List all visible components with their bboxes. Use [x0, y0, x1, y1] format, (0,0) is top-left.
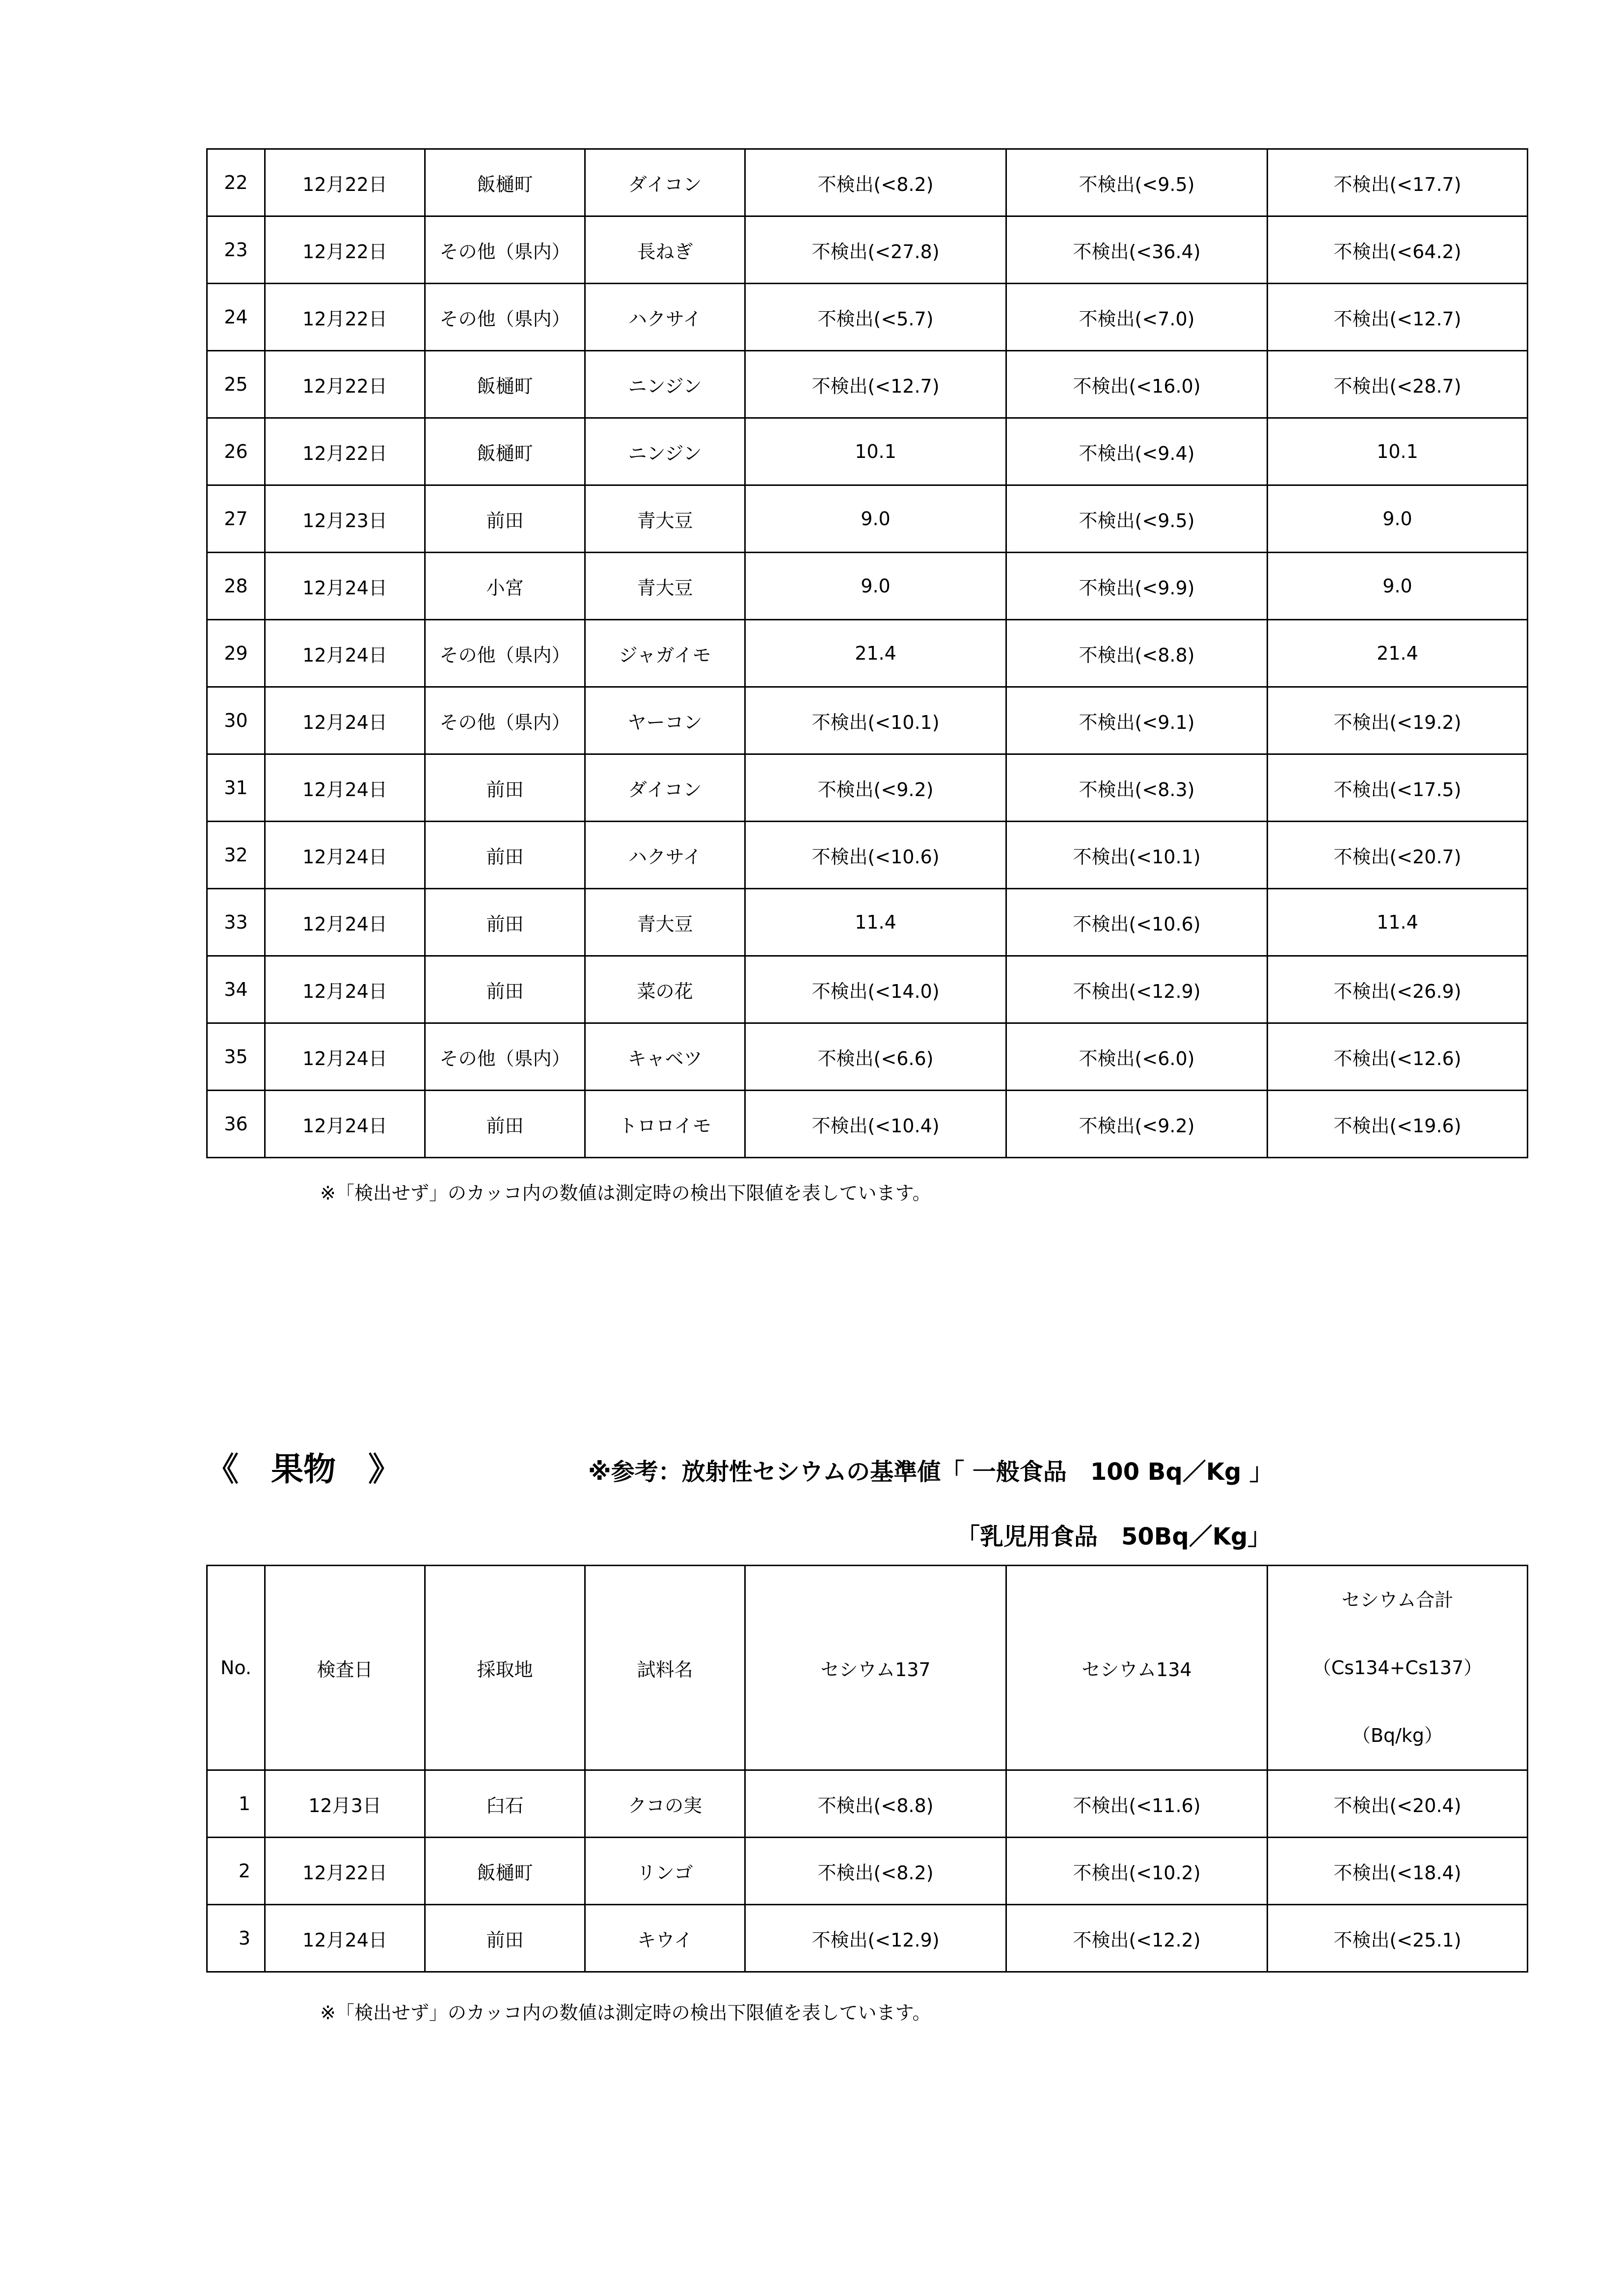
cell-place: 前田 — [425, 889, 585, 956]
cell-sample: キャベツ — [585, 1023, 745, 1091]
header-total — [1268, 1566, 1528, 1770]
cell-place: 前田 — [425, 1905, 585, 1972]
cell-sample: 青大豆 — [585, 889, 745, 956]
cell-cs134: 不検出(<8.3) — [1006, 754, 1268, 822]
vegetable-results-body — [207, 149, 1528, 1158]
header-cs137: セシウム137 — [745, 1566, 1006, 1770]
cell-place: その他（県内） — [425, 620, 585, 687]
cell-no: 36 — [207, 1091, 265, 1158]
table-row — [207, 1905, 1528, 1972]
reference-standard-infant: 「乳児用食品 50Bq／Kg」 — [956, 1523, 1271, 1550]
cell-cs134: 不検出(<10.1) — [1006, 822, 1268, 889]
cell-total: 不検出(<26.9) — [1268, 956, 1528, 1023]
cell-cs134: 不検出(<10.6) — [1006, 889, 1268, 956]
header-total-line1: セシウム合計 — [1341, 1589, 1454, 1611]
cell-cs134: 不検出(<9.5) — [1006, 485, 1268, 553]
cell-sample: キウイ — [585, 1905, 745, 1972]
table-row — [207, 1838, 1528, 1905]
vegetable-results-table — [206, 148, 1528, 1158]
cell-cs134: 不検出(<6.0) — [1006, 1023, 1268, 1091]
cell-date: 12月22日 — [265, 351, 425, 418]
cell-cs134: 不検出(<9.5) — [1006, 149, 1268, 216]
vegetable-footnote: ※「検出せず」のカッコ内の数値は測定時の検出下限値を表しています。 — [320, 1182, 931, 1204]
cell-no: 3 — [207, 1905, 265, 1972]
cell-place: 前田 — [425, 754, 585, 822]
cell-place: 飯樋町 — [425, 1838, 585, 1905]
cell-sample: ニンジン — [585, 351, 745, 418]
cell-no: 2 — [207, 1838, 265, 1905]
cell-sample: トロロイモ — [585, 1091, 745, 1158]
cell-sample: ハクサイ — [585, 284, 745, 351]
cell-total: 21.4 — [1268, 620, 1528, 687]
cell-cs134: 不検出(<7.0) — [1006, 284, 1268, 351]
cell-no: 24 — [207, 284, 265, 351]
cell-total: 10.1 — [1268, 418, 1528, 485]
cell-cs134: 不検出(<12.2) — [1006, 1905, 1268, 1972]
header-cs134: セシウム134 — [1006, 1566, 1268, 1770]
cell-place: その他（県内） — [425, 687, 585, 754]
cell-cs137: 9.0 — [745, 485, 1006, 553]
table-row — [207, 620, 1528, 687]
cell-date: 12月22日 — [265, 149, 425, 216]
cell-cs134: 不検出(<36.4) — [1006, 216, 1268, 284]
table-row — [207, 889, 1528, 956]
cell-total: 不検出(<12.6) — [1268, 1023, 1528, 1091]
cell-total: 不検出(<20.4) — [1268, 1770, 1528, 1838]
cell-total: 不検出(<28.7) — [1268, 351, 1528, 418]
table-header-row — [207, 1566, 1528, 1770]
cell-place: その他（県内） — [425, 284, 585, 351]
cell-sample: 菜の花 — [585, 956, 745, 1023]
table-row — [207, 553, 1528, 620]
cell-cs134: 不検出(<9.2) — [1006, 1091, 1268, 1158]
cell-total: 不検出(<17.7) — [1268, 149, 1528, 216]
cell-sample: ヤーコン — [585, 687, 745, 754]
header-place: 採取地 — [425, 1566, 585, 1770]
fruit-footnote: ※「検出せず」のカッコ内の数値は測定時の検出下限値を表しています。 — [320, 2002, 931, 2024]
cell-sample: ジャガイモ — [585, 620, 745, 687]
cell-date: 12月24日 — [265, 687, 425, 754]
cell-date: 12月22日 — [265, 284, 425, 351]
cell-date: 12月24日 — [265, 822, 425, 889]
reference-standard-general: ※参考：放射性セシウムの基準値「 一般食品 100 Bq／Kg 」 — [588, 1458, 1273, 1486]
cell-no: 32 — [207, 822, 265, 889]
cell-cs137: 10.1 — [745, 418, 1006, 485]
cell-total: 不検出(<18.4) — [1268, 1838, 1528, 1905]
table-row — [207, 149, 1528, 216]
cell-total: 9.0 — [1268, 553, 1528, 620]
cell-place: 飯樋町 — [425, 418, 585, 485]
cell-date: 12月24日 — [265, 620, 425, 687]
cell-no: 33 — [207, 889, 265, 956]
cell-date: 12月24日 — [265, 754, 425, 822]
cell-cs137: 9.0 — [745, 553, 1006, 620]
cell-no: 1 — [207, 1770, 265, 1838]
header-total-line3: （Bq/kg） — [1352, 1725, 1443, 1746]
cell-place: 飯樋町 — [425, 149, 585, 216]
cell-place: 前田 — [425, 956, 585, 1023]
cell-no: 25 — [207, 351, 265, 418]
cell-cs134: 不検出(<9.1) — [1006, 687, 1268, 754]
table-row — [207, 1023, 1528, 1091]
cell-total: 不検出(<20.7) — [1268, 822, 1528, 889]
header-date: 検査日 — [265, 1566, 425, 1770]
cell-cs137: 不検出(<27.8) — [745, 216, 1006, 284]
cell-cs137: 不検出(<8.2) — [745, 149, 1006, 216]
cell-no: 28 — [207, 553, 265, 620]
header-sample: 試料名 — [585, 1566, 745, 1770]
cell-place: 飯樋町 — [425, 351, 585, 418]
cell-date: 12月23日 — [265, 485, 425, 553]
cell-cs134: 不検出(<10.2) — [1006, 1838, 1268, 1905]
cell-total: 不検出(<17.5) — [1268, 754, 1528, 822]
table-row — [207, 1091, 1528, 1158]
cell-cs137: 21.4 — [745, 620, 1006, 687]
cell-cs134: 不検出(<16.0) — [1006, 351, 1268, 418]
cell-cs137: 不検出(<10.1) — [745, 687, 1006, 754]
cell-total: 不検出(<12.7) — [1268, 284, 1528, 351]
cell-date: 12月24日 — [265, 1905, 425, 1972]
table-row — [207, 822, 1528, 889]
table-row — [207, 956, 1528, 1023]
cell-total: 不検出(<25.1) — [1268, 1905, 1528, 1972]
cell-total: 11.4 — [1268, 889, 1528, 956]
cell-no: 26 — [207, 418, 265, 485]
cell-sample: 長ねぎ — [585, 216, 745, 284]
cell-date: 12月22日 — [265, 418, 425, 485]
cell-cs137: 不検出(<9.2) — [745, 754, 1006, 822]
cell-cs134: 不検出(<8.8) — [1006, 620, 1268, 687]
cell-date: 12月22日 — [265, 216, 425, 284]
cell-date: 12月24日 — [265, 889, 425, 956]
cell-place: その他（県内） — [425, 1023, 585, 1091]
cell-total: 不検出(<19.6) — [1268, 1091, 1528, 1158]
cell-cs137: 不検出(<8.2) — [745, 1838, 1006, 1905]
cell-sample: 青大豆 — [585, 553, 745, 620]
cell-no: 31 — [207, 754, 265, 822]
cell-place: 前田 — [425, 485, 585, 553]
fruit-results-table — [206, 1565, 1528, 1973]
cell-no: 22 — [207, 149, 265, 216]
cell-place: 前田 — [425, 1091, 585, 1158]
cell-place: 小宮 — [425, 553, 585, 620]
table-row — [207, 216, 1528, 284]
cell-sample: ハクサイ — [585, 822, 745, 889]
table-row — [207, 754, 1528, 822]
cell-sample: クコの実 — [585, 1770, 745, 1838]
table-row — [207, 1770, 1528, 1838]
cell-cs134: 不検出(<9.4) — [1006, 418, 1268, 485]
cell-cs137: 不検出(<14.0) — [745, 956, 1006, 1023]
cell-date: 12月24日 — [265, 1091, 425, 1158]
cell-cs137: 11.4 — [745, 889, 1006, 956]
cell-cs137: 不検出(<10.4) — [745, 1091, 1006, 1158]
cell-place: その他（県内） — [425, 216, 585, 284]
cell-place: 前田 — [425, 822, 585, 889]
cell-cs134: 不検出(<9.9) — [1006, 553, 1268, 620]
cell-cs137: 不検出(<6.6) — [745, 1023, 1006, 1091]
cell-cs137: 不検出(<10.6) — [745, 822, 1006, 889]
cell-no: 30 — [207, 687, 265, 754]
cell-sample: リンゴ — [585, 1838, 745, 1905]
fruit-results-body — [207, 1770, 1528, 1972]
cell-cs137: 不検出(<8.8) — [745, 1770, 1006, 1838]
header-no: No. — [207, 1566, 265, 1770]
cell-total: 不検出(<19.2) — [1268, 687, 1528, 754]
cell-no: 27 — [207, 485, 265, 553]
cell-date: 12月24日 — [265, 553, 425, 620]
cell-total: 不検出(<64.2) — [1268, 216, 1528, 284]
cell-cs137: 不検出(<5.7) — [745, 284, 1006, 351]
table-row — [207, 351, 1528, 418]
cell-no: 23 — [207, 216, 265, 284]
cell-date: 12月24日 — [265, 956, 425, 1023]
table-row — [207, 687, 1528, 754]
cell-date: 12月22日 — [265, 1838, 425, 1905]
cell-sample: ニンジン — [585, 418, 745, 485]
cell-cs134: 不検出(<12.9) — [1006, 956, 1268, 1023]
header-total-line2: （Cs134+Cs137） — [1312, 1657, 1483, 1679]
table-row — [207, 284, 1528, 351]
cell-place: 臼石 — [425, 1770, 585, 1838]
cell-cs137: 不検出(<12.7) — [745, 351, 1006, 418]
cell-no: 29 — [207, 620, 265, 687]
cell-sample: ダイコン — [585, 149, 745, 216]
cell-cs137: 不検出(<12.9) — [745, 1905, 1006, 1972]
cell-date: 12月24日 — [265, 1023, 425, 1091]
fruit-section-title: 《 果物 》 — [206, 1450, 401, 1488]
cell-no: 34 — [207, 956, 265, 1023]
cell-sample: ダイコン — [585, 754, 745, 822]
table-row — [207, 485, 1528, 553]
cell-cs134: 不検出(<11.6) — [1006, 1770, 1268, 1838]
cell-sample: 青大豆 — [585, 485, 745, 553]
cell-total: 9.0 — [1268, 485, 1528, 553]
cell-date: 12月3日 — [265, 1770, 425, 1838]
table-row — [207, 418, 1528, 485]
cell-no: 35 — [207, 1023, 265, 1091]
